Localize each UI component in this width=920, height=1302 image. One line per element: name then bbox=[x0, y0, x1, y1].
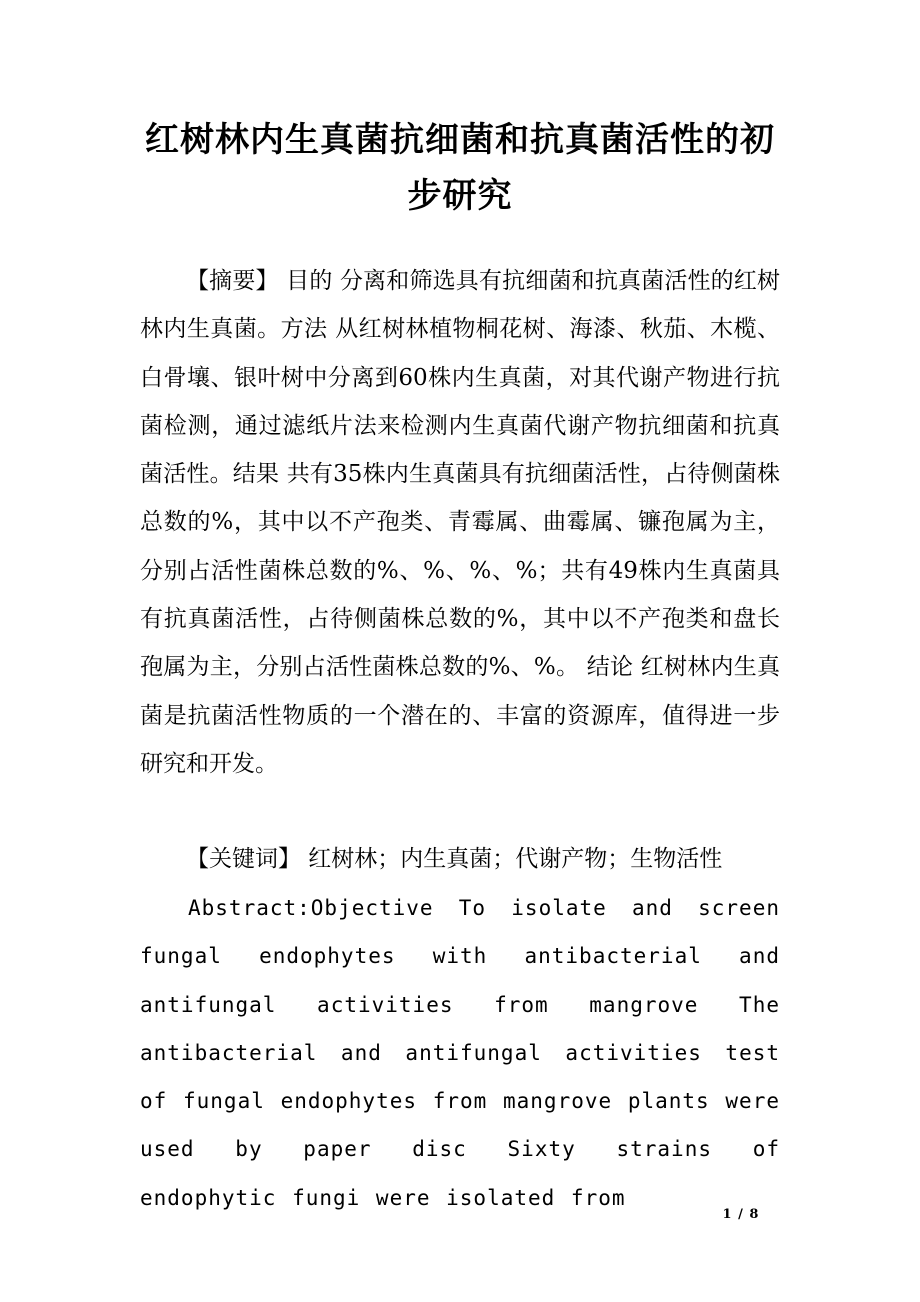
chinese-abstract: 【摘要】 目的 分离和筛选具有抗细菌和抗真菌活性的红树林内生真菌。方法 从红树林植物桐花树、海漆、秋茄、木榄、白骨壤、银叶树中分离到60株内生真菌，对其代谢产物进行抗菌检测，通过滤纸片法来检测内生真菌代谢产物抗细菌和抗真菌活性。结果 共有35株内生真菌具有抗细菌活性，占待侧菌株总数的%，其中以不产孢类、青霉属、曲霉属、镰孢属为主，分别占活性菌株总数的%、%、%、%；共有49株内生真菌具有抗真菌活性，占待侧菌株总数的%，其中以不产孢类和盘长孢属为主，分别占活性菌株总数的%、%。 结论 红树林内生真菌是抗菌活性物质的一个潜在的、丰富的资源库，值得进一步研究和开发。 bbox=[140, 268, 780, 777]
english-abstract: Abstract:Objective To isolate and screen fungal endophytes with antibacterial and antifungal activities from mangrove The antibacterial and antifungal activities test of fungal endophytes from mangrove plants were used by paper disc Sixty strains of endophytic fungi were isolated from bbox=[140, 896, 780, 1210]
document-title: 红树林内生真菌抗细菌和抗真菌活性的初步研究 bbox=[145, 120, 775, 216]
keywords: 【关键词】 红树林；内生真菌；代谢产物；生物活性 bbox=[186, 846, 723, 872]
page-number: 1 / 8 bbox=[722, 1207, 760, 1222]
